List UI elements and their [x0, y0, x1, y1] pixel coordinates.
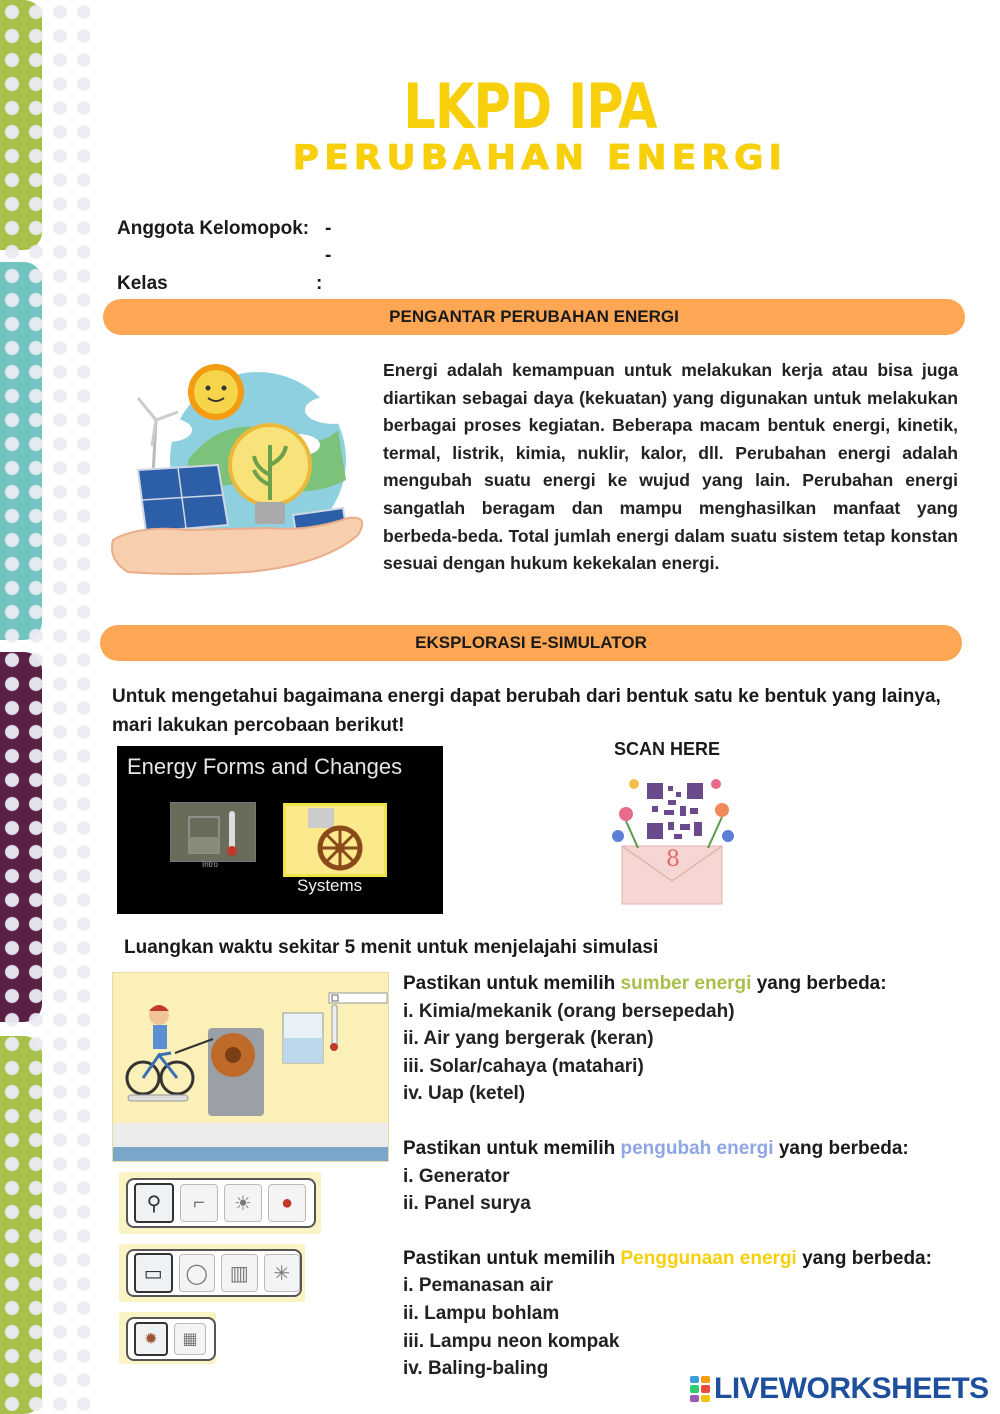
energy-user-panel	[119, 1244, 305, 1302]
water-wheel-icon	[286, 806, 384, 874]
bicycle-source-button[interactable]: ⚲	[134, 1183, 174, 1223]
light-bulb-button[interactable]: ◯	[179, 1254, 216, 1292]
generator-button[interactable]: ✹	[134, 1322, 168, 1356]
kettle-source-button[interactable]: ●	[268, 1184, 306, 1222]
list-item: i. Pemanasan air	[403, 1275, 553, 1297]
simulator-intro-screen[interactable]	[170, 802, 256, 862]
svg-text:8: 8	[666, 847, 680, 872]
simulator-systems-screenshot	[112, 972, 389, 1162]
bike-generator-scene	[113, 973, 388, 1147]
explore-time-text: Luangkan waktu sekitar 5 menit untuk menjelajahi simulasi	[124, 937, 659, 958]
fan-button[interactable]: ✳	[264, 1254, 301, 1292]
liveworksheets-logo[interactable]	[690, 1372, 989, 1406]
sources-heading: Pastikan untuk memilih sumber energi yang berbeda:	[403, 973, 887, 994]
list-item: ii. Panel surya	[403, 1193, 531, 1215]
list-item: iv. Baling-baling	[403, 1358, 549, 1380]
class-colon: :	[316, 273, 323, 294]
sun-icon	[188, 364, 244, 420]
cfl-bulb-button[interactable]: ▥	[221, 1254, 258, 1292]
list-item: ii. Air yang bergerak (keran)	[403, 1028, 654, 1050]
simulator-thumbnail[interactable]	[117, 746, 443, 914]
brand-text: LIVEWORKSHEETS	[714, 1372, 989, 1405]
list-item: ii. Lampu bohlam	[403, 1302, 560, 1324]
dot-pattern	[0, 0, 90, 1414]
group-member-dash-1: -	[325, 218, 332, 239]
explore-instructions: Untuk mengetahui bagaimana energi dapat berubah dari bentuk satu ke bentuk yang lainya, mari lakukan percobaan berikut!	[112, 686, 941, 736]
uses-heading: Pastikan untuk memilih Penggunaan energi yang berbeda:	[403, 1247, 932, 1269]
energy-illustration	[108, 350, 370, 585]
sources-highlight: sumber energi	[620, 973, 752, 994]
simulator-systems-label: Systems	[297, 876, 363, 895]
decorative-side-strip	[0, 0, 90, 1414]
page-title: LKPD IPA	[403, 70, 657, 143]
simulator-systems-screen[interactable]	[283, 803, 387, 877]
faucet-source-button[interactable]: ⌐	[180, 1184, 218, 1222]
simulator-intro-label: Intro	[202, 860, 219, 869]
beaker-thermometer-icon	[171, 803, 255, 861]
water-heater-button[interactable]: ▭	[134, 1253, 173, 1293]
group-member-dash-2: -	[325, 245, 332, 266]
simulator-title: Energy Forms and Changes	[127, 754, 403, 779]
group-members-label: Anggota Kelomopok:	[117, 218, 310, 239]
section-bar-intro: PENGANTAR PERUBAHAN ENERGI	[103, 299, 965, 335]
uses-highlight: Penggunaan energi	[620, 1247, 797, 1269]
intro-paragraph: Energi adalah kemampuan untuk melakukan kerja atau bisa juga diartikan sebagai daya (kekuatan) yang digunakan untuk melakukan berbagai proses kegiatan. Beberapa macam bentuk energi, kinetik, termal, listrik, kimia, nuklir, kalor, dll. Perubahan energi adalah mengubah suatu energi ke wujud yang lain. Perubahan energi sangatlah beragam dan mampu menghasilkan manfaat yang berbeda-beda. Total jumlah energi dalam suatu sistem tetap konstan sesuai dengan hukum kekekalan energi.	[383, 360, 958, 574]
list-item: iv. Uap (ketel)	[403, 1083, 526, 1105]
page-subtitle: PERUBAHAN ENERGI	[292, 138, 788, 178]
energy-source-panel	[119, 1172, 321, 1234]
converters-heading: Pastikan untuk memilih pengubah energi yang berbeda:	[403, 1137, 909, 1159]
solar-panel-button[interactable]: ▦	[174, 1323, 206, 1355]
scan-here-label: SCAN HERE	[614, 739, 721, 759]
simulator-controls-bar	[113, 1147, 388, 1161]
converters-highlight: pengubah energi	[620, 1137, 774, 1159]
energy-converter-panel	[119, 1312, 216, 1364]
instruction-lists	[403, 970, 983, 1383]
section-bar-explore: EKSPLORASI E-SIMULATOR	[100, 625, 962, 661]
sun-source-button[interactable]: ☀	[224, 1184, 262, 1222]
list-item: i. Generator	[403, 1165, 510, 1187]
list-item: iii. Lampu neon kompak	[403, 1330, 620, 1352]
list-item: i. Kimia/mekanik (orang bersepedah)	[403, 1000, 735, 1022]
list-item: iii. Solar/cahaya (matahari)	[403, 1055, 644, 1077]
class-label: Kelas	[117, 273, 168, 294]
logo-mark-icon	[690, 1376, 710, 1402]
qr-code[interactable]	[604, 766, 740, 906]
